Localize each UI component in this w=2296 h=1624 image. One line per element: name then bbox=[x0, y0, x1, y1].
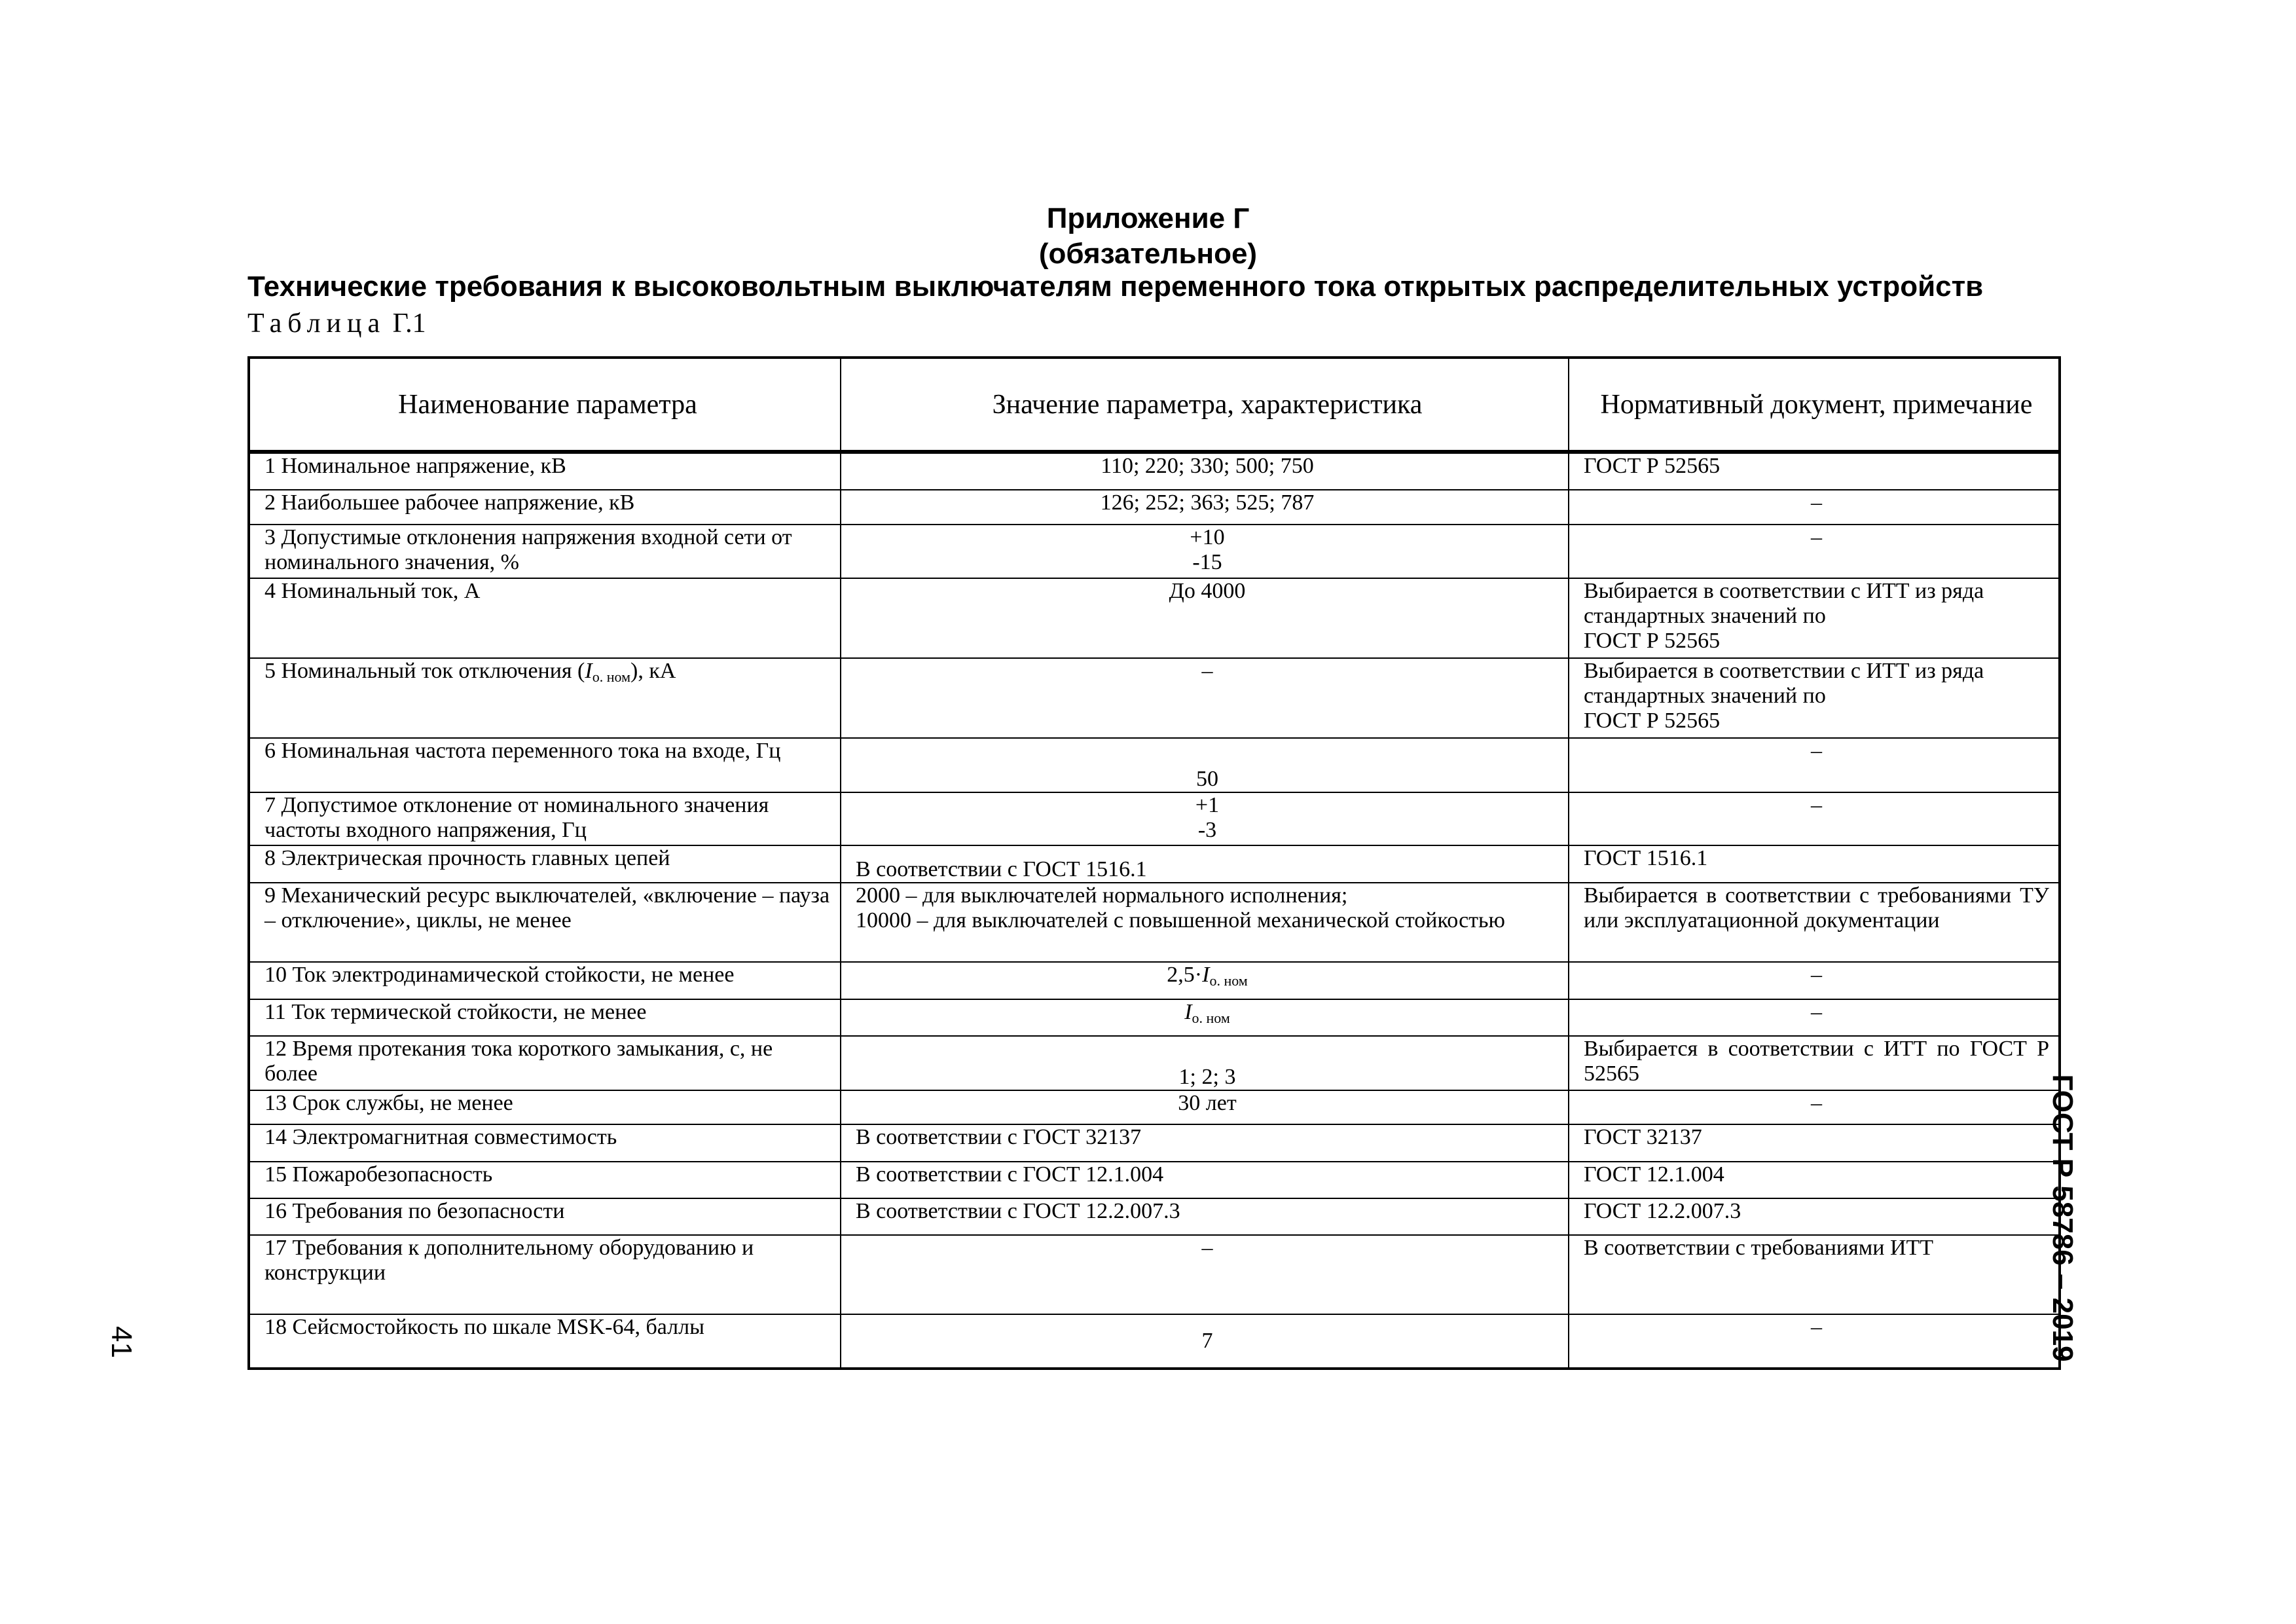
table-row bbox=[249, 1198, 2060, 1235]
value-cell: – bbox=[841, 658, 1569, 738]
doc-cell: – bbox=[1569, 1090, 2060, 1124]
table-row bbox=[249, 658, 2060, 738]
doc-cell: В соответствии с требованиями ИТТ bbox=[1569, 1235, 2060, 1314]
current-subscript: о. ном bbox=[1192, 1009, 1230, 1026]
doc-cell bbox=[1569, 658, 2060, 738]
header-value: Значение параметра, характеристика bbox=[841, 358, 1569, 452]
param-cell: 18 Сейсмостойкость по шкале MSK-64, баллы bbox=[249, 1314, 841, 1369]
table-row bbox=[249, 1314, 2060, 1369]
doc-cell: – bbox=[1569, 490, 2060, 524]
value-line: +1 bbox=[1195, 792, 1220, 817]
param-cell: 11 Ток термической стойкости, не менее bbox=[249, 999, 841, 1036]
current-symbol: I bbox=[1184, 999, 1192, 1024]
param-cell: 10 Ток электродинамической стойкости, не менее bbox=[249, 962, 841, 999]
param-cell: 1 Номинальное напряжение, кВ bbox=[249, 452, 841, 490]
table-row bbox=[249, 578, 2060, 658]
param-text: 5 Номинальный ток отключения ( bbox=[264, 659, 585, 684]
value-cell bbox=[841, 792, 1569, 846]
param-cell: 3 Допустимые отклонения напряжения входной сети от номинального значения, % bbox=[249, 525, 841, 579]
doc-line: Выбирается в соответствии с ИТТ из ряда стандартных значений по bbox=[1584, 579, 1984, 629]
table-row bbox=[249, 1036, 2060, 1090]
param-cell: 13 Срок службы, не менее bbox=[249, 1090, 841, 1124]
table-row bbox=[249, 738, 2060, 792]
param-cell: 12 Время протекания тока короткого замыкания, с, не более bbox=[249, 1036, 841, 1090]
table-row bbox=[249, 792, 2060, 846]
requirements-table bbox=[247, 356, 2061, 1370]
doc-cell: – bbox=[1569, 525, 2060, 579]
param-cell: 4 Номинальный ток, А bbox=[249, 578, 841, 658]
value-line: 10000 – для выключателей с повышенной механической стойкостью bbox=[856, 908, 1505, 932]
value-cell: В соответствии с ГОСТ 12.1.004 bbox=[841, 1162, 1569, 1198]
param-cell: 2 Наибольшее рабочее напряжение, кВ bbox=[249, 490, 841, 524]
value-line: +10 bbox=[1190, 525, 1225, 549]
value-cell: 7 bbox=[841, 1314, 1569, 1369]
table-row bbox=[249, 490, 2060, 524]
param-cell: 14 Электромагнитная совместимость bbox=[249, 1124, 841, 1161]
table-header-row bbox=[249, 358, 2060, 452]
appendix-heading: Технические требования к высоковольтным выключателям переменного тока открытых распределительных устройств bbox=[247, 270, 1984, 303]
param-cell: 8 Электрическая прочность главных цепей bbox=[249, 845, 841, 882]
value-line: -15 bbox=[1192, 549, 1222, 574]
current-symbol: I bbox=[1202, 963, 1210, 987]
table-row bbox=[249, 1235, 2060, 1314]
doc-line: ГОСТ Р 52565 bbox=[1584, 629, 1721, 654]
value-cell: 110; 220; 330; 500; 750 bbox=[841, 452, 1569, 490]
current-subscript: о. ном bbox=[1209, 972, 1248, 989]
value-cell: 30 лет bbox=[841, 1090, 1569, 1124]
value-line: -3 bbox=[1197, 817, 1217, 842]
doc-cell: ГОСТ 1516.1 bbox=[1569, 845, 2060, 882]
value-cell bbox=[841, 525, 1569, 579]
param-cell: 17 Требования к дополнительному оборудованию и конструкции bbox=[249, 1235, 841, 1314]
value-cell: В соответствии с ГОСТ 32137 bbox=[841, 1124, 1569, 1161]
table-row bbox=[249, 883, 2060, 963]
doc-cell: Выбирается в соответствии с требованиями ТУ или эксплуатационной документации bbox=[1569, 883, 2060, 963]
appendix-title: Приложение Г bbox=[1046, 202, 1250, 234]
value-cell bbox=[841, 883, 1569, 963]
table-caption bbox=[247, 306, 426, 341]
value-cell: – bbox=[841, 1235, 1569, 1314]
doc-cell: ГОСТ 12.2.007.3 bbox=[1569, 1198, 2060, 1235]
doc-cell: ГОСТ Р 52565 bbox=[1569, 452, 2060, 490]
page-number: 41 bbox=[105, 1326, 137, 1358]
doc-cell: – bbox=[1569, 1314, 2060, 1369]
doc-cell: ГОСТ 32137 bbox=[1569, 1124, 2060, 1161]
current-symbol: I bbox=[585, 659, 592, 684]
value-cell: 1; 2; 3 bbox=[841, 1036, 1569, 1090]
appendix-status: (обязательное) bbox=[1038, 238, 1258, 270]
table-row bbox=[249, 452, 2060, 490]
value-line: 2000 – для выключателей нормального исполнения; bbox=[856, 883, 1348, 908]
doc-cell: – bbox=[1569, 792, 2060, 846]
table-row bbox=[249, 1124, 2060, 1161]
param-cell: 15 Пожаробезопасность bbox=[249, 1162, 841, 1198]
table-row bbox=[249, 845, 2060, 882]
doc-line: ГОСТ Р 52565 bbox=[1584, 709, 1721, 733]
param-cell: 7 Допустимое отклонение от номинального значения частоты входного напряжения, Гц bbox=[249, 792, 841, 846]
table-row bbox=[249, 525, 2060, 579]
value-cell: 50 bbox=[841, 738, 1569, 792]
doc-line: Выбирается в соответствии с ИТТ из ряда стандартных значений по bbox=[1584, 659, 1984, 709]
value-text: 2,5· bbox=[1167, 963, 1203, 987]
doc-cell: – bbox=[1569, 999, 2060, 1036]
header-parameter: Наименование параметра bbox=[249, 358, 841, 452]
value-cell: 126; 252; 363; 525; 787 bbox=[841, 490, 1569, 524]
param-cell: 9 Механический ресурс выключателей, «включение – пауза – отключение», циклы, не менее bbox=[249, 883, 841, 963]
doc-cell: – bbox=[1569, 962, 2060, 999]
current-subscript: о. ном bbox=[592, 669, 630, 686]
param-cell: 16 Требования по безопасности bbox=[249, 1198, 841, 1235]
table-caption-label: Таблица bbox=[247, 308, 386, 339]
value-cell: В соответствии с ГОСТ 12.2.007.3 bbox=[841, 1198, 1569, 1235]
value-cell: До 4000 bbox=[841, 578, 1569, 658]
value-cell bbox=[841, 999, 1569, 1036]
header-document: Нормативный документ, примечание bbox=[1569, 358, 2060, 452]
table-row bbox=[249, 1162, 2060, 1198]
doc-cell: ГОСТ 12.1.004 bbox=[1569, 1162, 2060, 1198]
value-cell: В соответствии с ГОСТ 1516.1 bbox=[841, 845, 1569, 882]
table-row bbox=[249, 962, 2060, 999]
table-row bbox=[249, 999, 2060, 1036]
value-cell bbox=[841, 962, 1569, 999]
param-cell bbox=[249, 658, 841, 738]
param-text: ), кА bbox=[630, 659, 676, 684]
param-cell: 6 Номинальная частота переменного тока на входе, Гц bbox=[249, 738, 841, 792]
standard-designation: ГОСТ Р 58786 – 2019 bbox=[2047, 1074, 2079, 1362]
table-caption-number: Г.1 bbox=[392, 308, 426, 339]
doc-cell: Выбирается в соответствии с ИТТ по ГОСТ Р 52565 bbox=[1569, 1036, 2060, 1090]
table-row bbox=[249, 1090, 2060, 1124]
doc-cell bbox=[1569, 578, 2060, 658]
doc-cell: – bbox=[1569, 738, 2060, 792]
